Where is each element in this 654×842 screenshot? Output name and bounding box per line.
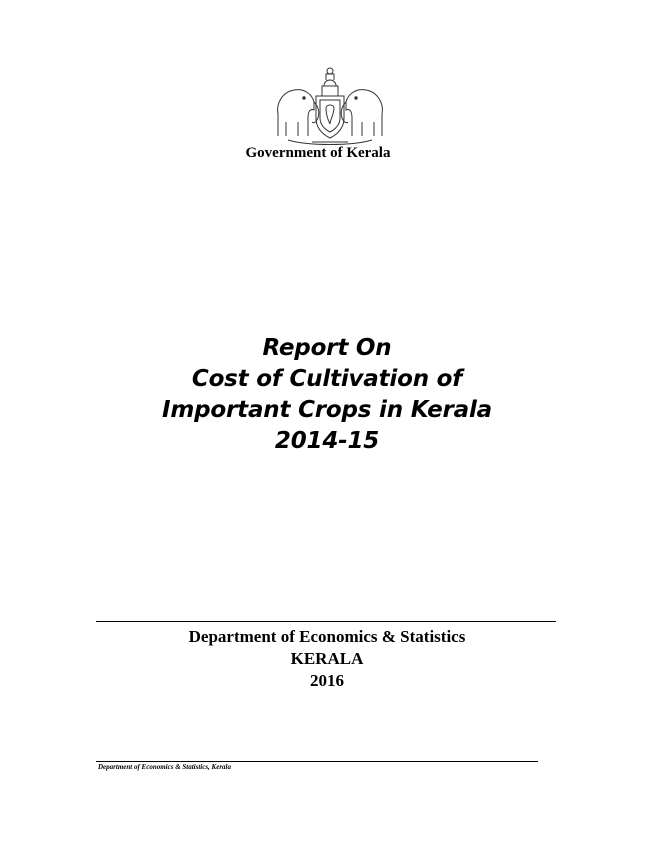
government-name: Government of Kerala xyxy=(245,145,391,161)
publication-year: 2016 xyxy=(310,671,344,690)
state-name: KERALA xyxy=(290,649,364,668)
page-footer: Department of Economics & Statistics, Kerala xyxy=(98,763,232,771)
publisher-block xyxy=(0,626,654,692)
kerala-state-emblem-icon xyxy=(268,66,392,146)
report-title xyxy=(0,333,654,457)
title-line-3: Important Crops in Kerala xyxy=(162,397,492,423)
footer-divider xyxy=(96,761,538,762)
title-line-1: Report On xyxy=(262,335,392,361)
title-line-2: Cost of Cultivation of xyxy=(191,366,463,392)
department-name: Department of Economics & Statistics xyxy=(188,627,466,646)
title-year: 2014-15 xyxy=(274,428,380,454)
divider-top xyxy=(96,621,556,622)
